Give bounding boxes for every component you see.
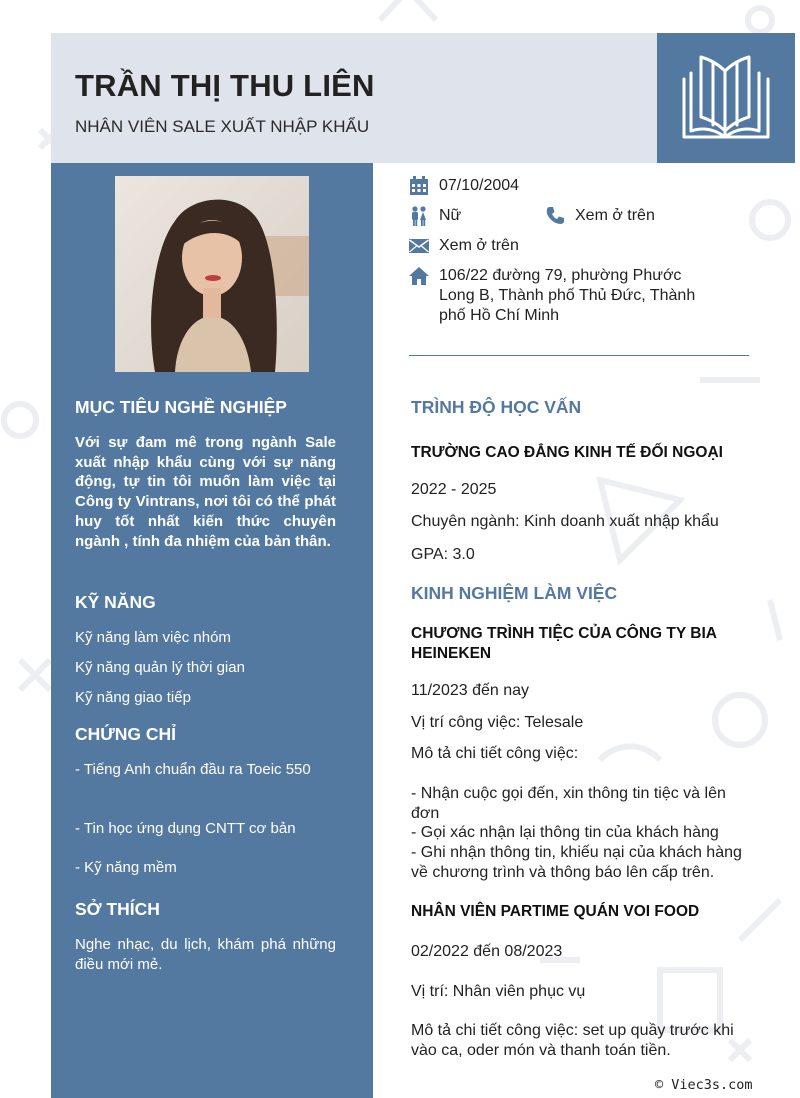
education-gpa: GPA: 3.0 xyxy=(411,546,475,563)
job-position: Vị trí công việc: Telesale xyxy=(411,714,584,731)
skill-item: Kỹ năng giao tiếp xyxy=(75,689,191,706)
job-title: NHÂN VIÊN SALE XUẤT NHẬP KHẨU xyxy=(75,117,370,136)
education-period: 2022 - 2025 xyxy=(411,481,497,498)
gender: Nữ xyxy=(439,207,462,224)
job-duty: - Ghi nhận thông tin, khiếu nại của khách hàng về chương trình và thông báo lên cấp trên. xyxy=(411,844,742,881)
objective-heading: MỤC TIÊU NGHỀ NGHIỆP xyxy=(75,397,287,417)
candidate-name: TRẦN THỊ THU LIÊN xyxy=(75,68,375,103)
skills-heading: KỸ NĂNG xyxy=(75,592,156,612)
job-description-label: Mô tả chi tiết công việc: xyxy=(411,745,579,762)
profile-photo xyxy=(115,176,309,372)
job-period: 11/2023 đến nay xyxy=(411,682,530,699)
job-company: NHÂN VIÊN PARTIME QUÁN VOI FOOD xyxy=(411,903,700,920)
certificate-item: - Tiếng Anh chuẩn đầu ra Toeic 550 xyxy=(75,761,311,778)
email-icon xyxy=(409,236,429,256)
email: Xem ở trên xyxy=(439,237,519,254)
experience-heading: KINH NGHIỆM LÀM VIỆC xyxy=(411,583,618,603)
calendar-icon xyxy=(409,176,429,196)
certificates-heading: CHỨNG CHỈ xyxy=(75,724,177,744)
home-icon xyxy=(409,266,429,286)
address-line: phố Hồ Chí Minh xyxy=(439,307,560,324)
phone-icon xyxy=(545,206,565,226)
divider xyxy=(409,355,749,356)
job-duty: - Nhận cuộc gọi đến, xin thông tin tiệc và lên đơn xyxy=(411,785,726,822)
address-line: 106/22 đường 79, phường Phước xyxy=(439,267,682,284)
education-heading: TRÌNH ĐỘ HỌC VẤN xyxy=(411,397,582,417)
objective-text: Với sự đam mê trong ngành Sale xuất nhập khẩu cùng với sự năng động, tự tin tôi muốn làm việc tại Công ty Vintrans, nơi tôi có thể phát huy tốt nhất kiến thức chuyên ngành , tính đa nhiệm của bản thân. xyxy=(75,434,336,550)
job-duty: - Gọi xác nhận lại thông tin của khách hàng xyxy=(411,824,719,841)
address-line: Long B, Thành phố Thủ Đức, Thành xyxy=(439,287,696,304)
hobbies-text: Nghe nhạc, du lịch, khám phá những điều mới mẻ. xyxy=(75,936,336,973)
job-position: Vị trí: Nhân viên phục vụ xyxy=(411,983,586,1000)
header-icon-box xyxy=(657,33,795,163)
certificate-item: - Kỹ năng mềm xyxy=(75,859,177,876)
hobbies-heading: SỞ THÍCH xyxy=(75,899,160,919)
birthday: 07/10/2004 xyxy=(439,177,520,194)
school-name: TRƯỜNG CAO ĐẲNG KINH TẾ ĐỐI NGOẠI xyxy=(411,444,723,461)
copyright: © Viec3s.com xyxy=(655,1077,753,1093)
phone: Xem ở trên xyxy=(575,207,655,224)
skill-item: Kỹ năng quản lý thời gian xyxy=(75,659,245,676)
job-company: CHƯƠNG TRÌNH TIỆC CỦA CÔNG TY BIA HEINEKEN xyxy=(411,625,717,662)
skill-item: Kỹ năng làm việc nhóm xyxy=(75,629,231,646)
job-description: Mô tả chi tiết công việc: set up quầy trước khi vào ca, oder món và thanh toán tiền. xyxy=(411,1022,734,1059)
job-period: 02/2022 đến 08/2023 xyxy=(411,943,563,960)
open-book-icon xyxy=(679,51,773,143)
certificate-item: - Tin học ứng dụng CNTT cơ bản xyxy=(75,820,296,837)
education-major: Chuyên ngành: Kinh doanh xuất nhập khẩu xyxy=(411,513,719,530)
gender-icon xyxy=(409,206,429,226)
